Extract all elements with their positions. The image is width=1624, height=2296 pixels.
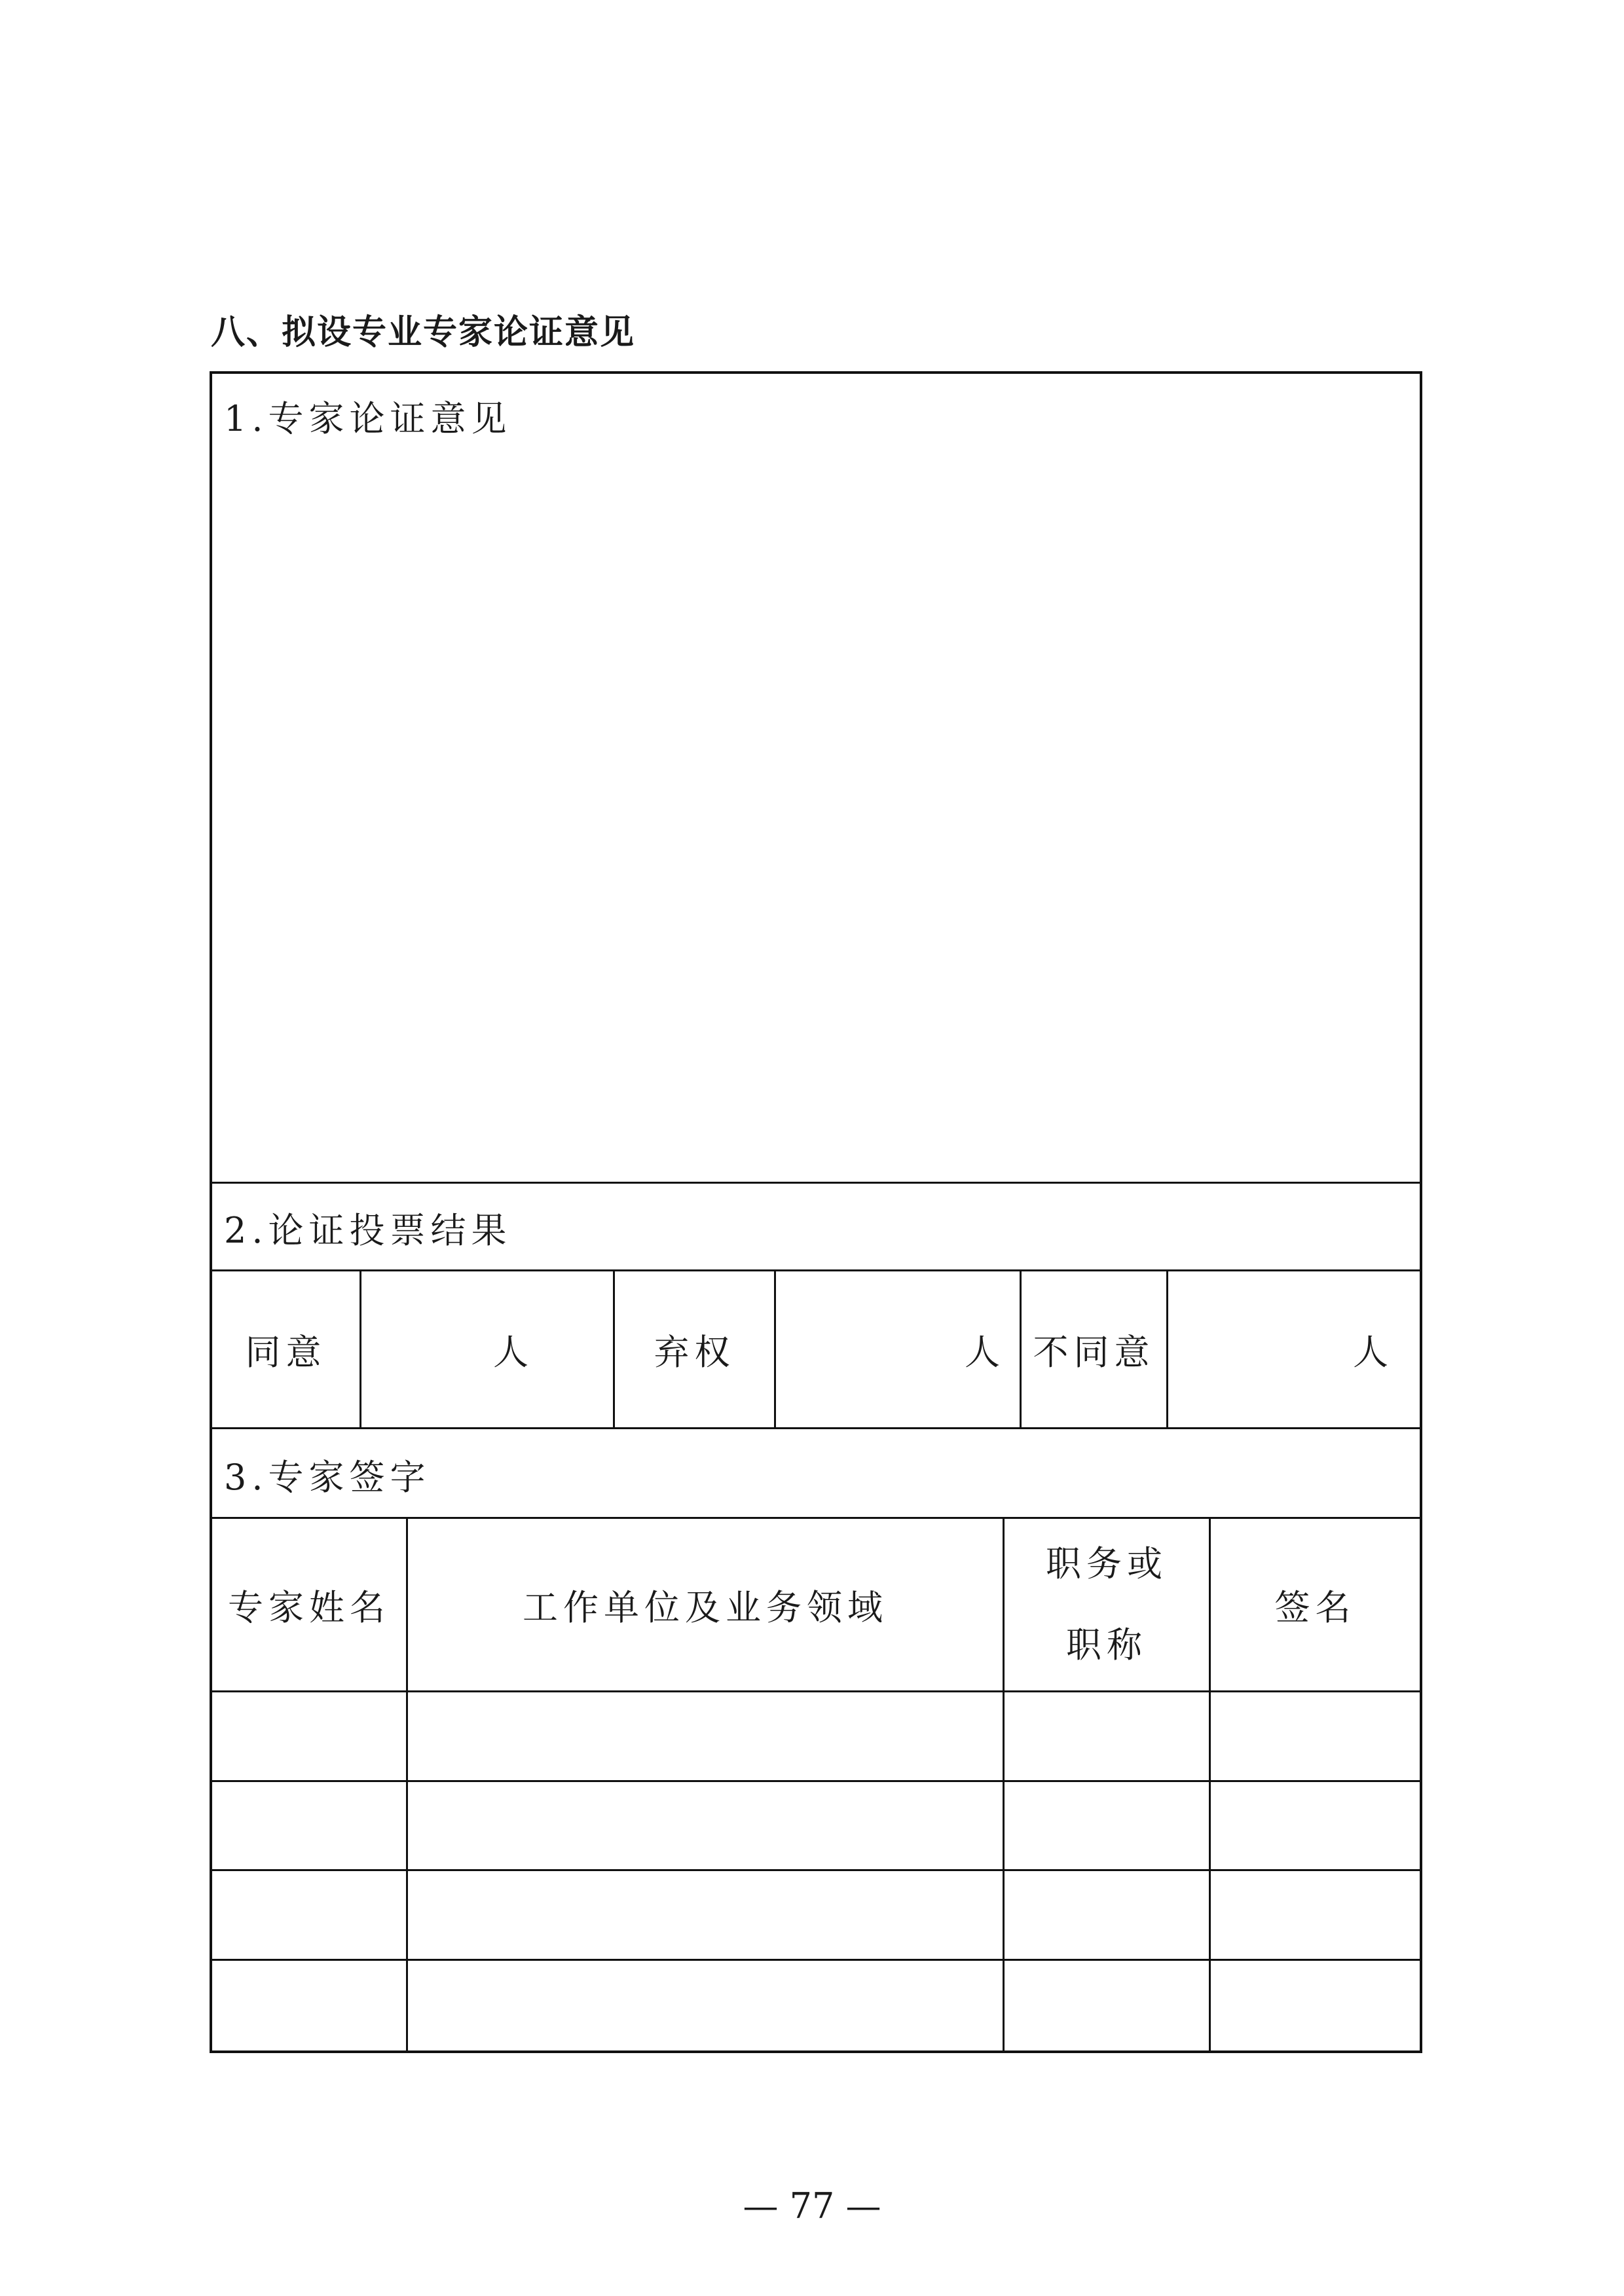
col-header-signature-text: 签名 — [1274, 1586, 1356, 1628]
signature-row-2-signature[interactable] — [1211, 1782, 1420, 1869]
signature-row-4-title[interactable] — [1005, 1961, 1209, 2050]
col-header-unit-field — [408, 1519, 1003, 1690]
signature-row-3-title[interactable] — [1005, 1871, 1209, 1959]
signature-row-4-unit-field[interactable] — [408, 1961, 1003, 2050]
vote-agree-unit: 人 — [493, 1331, 534, 1373]
vote-disagree-unit: 人 — [1353, 1331, 1393, 1373]
signature-row-1-signature[interactable] — [1211, 1692, 1420, 1780]
signature-row-2-title[interactable] — [1005, 1782, 1209, 1869]
form-border-top — [210, 371, 1422, 374]
signature-row-1-unit-field[interactable] — [408, 1692, 1003, 1780]
signature-row-1-name[interactable] — [212, 1692, 406, 1780]
divider-after-opinion — [210, 1182, 1422, 1184]
signature-row-3-name[interactable] — [212, 1871, 406, 1959]
form-border-bottom — [210, 2050, 1422, 2053]
col-header-title-line1: 职务或 — [1046, 1543, 1168, 1584]
signature-row-1-title[interactable] — [1005, 1692, 1209, 1780]
vote-abstain-count-cell[interactable] — [776, 1271, 1020, 1427]
divider-after-vote-row — [210, 1427, 1422, 1429]
section-heading: 八、拟设专业专家论证意见 — [211, 313, 636, 352]
signature-row-2-unit-field[interactable] — [408, 1782, 1003, 1869]
expert-opinion-form — [210, 371, 1422, 2053]
vote-agree-label-text: 同意 — [245, 1331, 327, 1373]
form-border-right — [1420, 371, 1422, 2053]
col-header-signature — [1211, 1519, 1420, 1690]
col-header-name-text: 专家姓名 — [228, 1586, 390, 1628]
signature-row-4-signature[interactable] — [1211, 1961, 1420, 2050]
col-header-title — [1005, 1519, 1209, 1690]
vote-disagree-label-text: 不同意 — [1033, 1331, 1155, 1373]
signature-section-label: 3.专家签字 — [224, 1457, 431, 1498]
col-header-unit-field-text: 工作单位及业务领域 — [523, 1586, 888, 1628]
col-header-title-line2: 职称 — [1066, 1624, 1147, 1666]
vote-agree-count-cell[interactable] — [361, 1271, 613, 1427]
opinion-section-label: 1.专家论证意见 — [224, 398, 512, 439]
signature-row-3-unit-field[interactable] — [408, 1871, 1003, 1959]
signature-row-4-name[interactable] — [212, 1961, 406, 2050]
vote-abstain-unit: 人 — [965, 1331, 1005, 1373]
opinion-text-area[interactable] — [212, 456, 1420, 1182]
page-number: — 77 — — [743, 2185, 881, 2227]
vote-disagree-count-cell[interactable] — [1168, 1271, 1420, 1427]
vote-agree-label — [212, 1271, 360, 1427]
vote-abstain-label — [615, 1271, 774, 1427]
vote-abstain-label-text: 弃权 — [654, 1331, 735, 1373]
vote-disagree-label — [1022, 1271, 1166, 1427]
signature-row-3-signature[interactable] — [1211, 1871, 1420, 1959]
signature-row-2-name[interactable] — [212, 1782, 406, 1869]
col-header-name — [212, 1519, 406, 1690]
vote-section-label: 2.论证投票结果 — [224, 1210, 512, 1251]
